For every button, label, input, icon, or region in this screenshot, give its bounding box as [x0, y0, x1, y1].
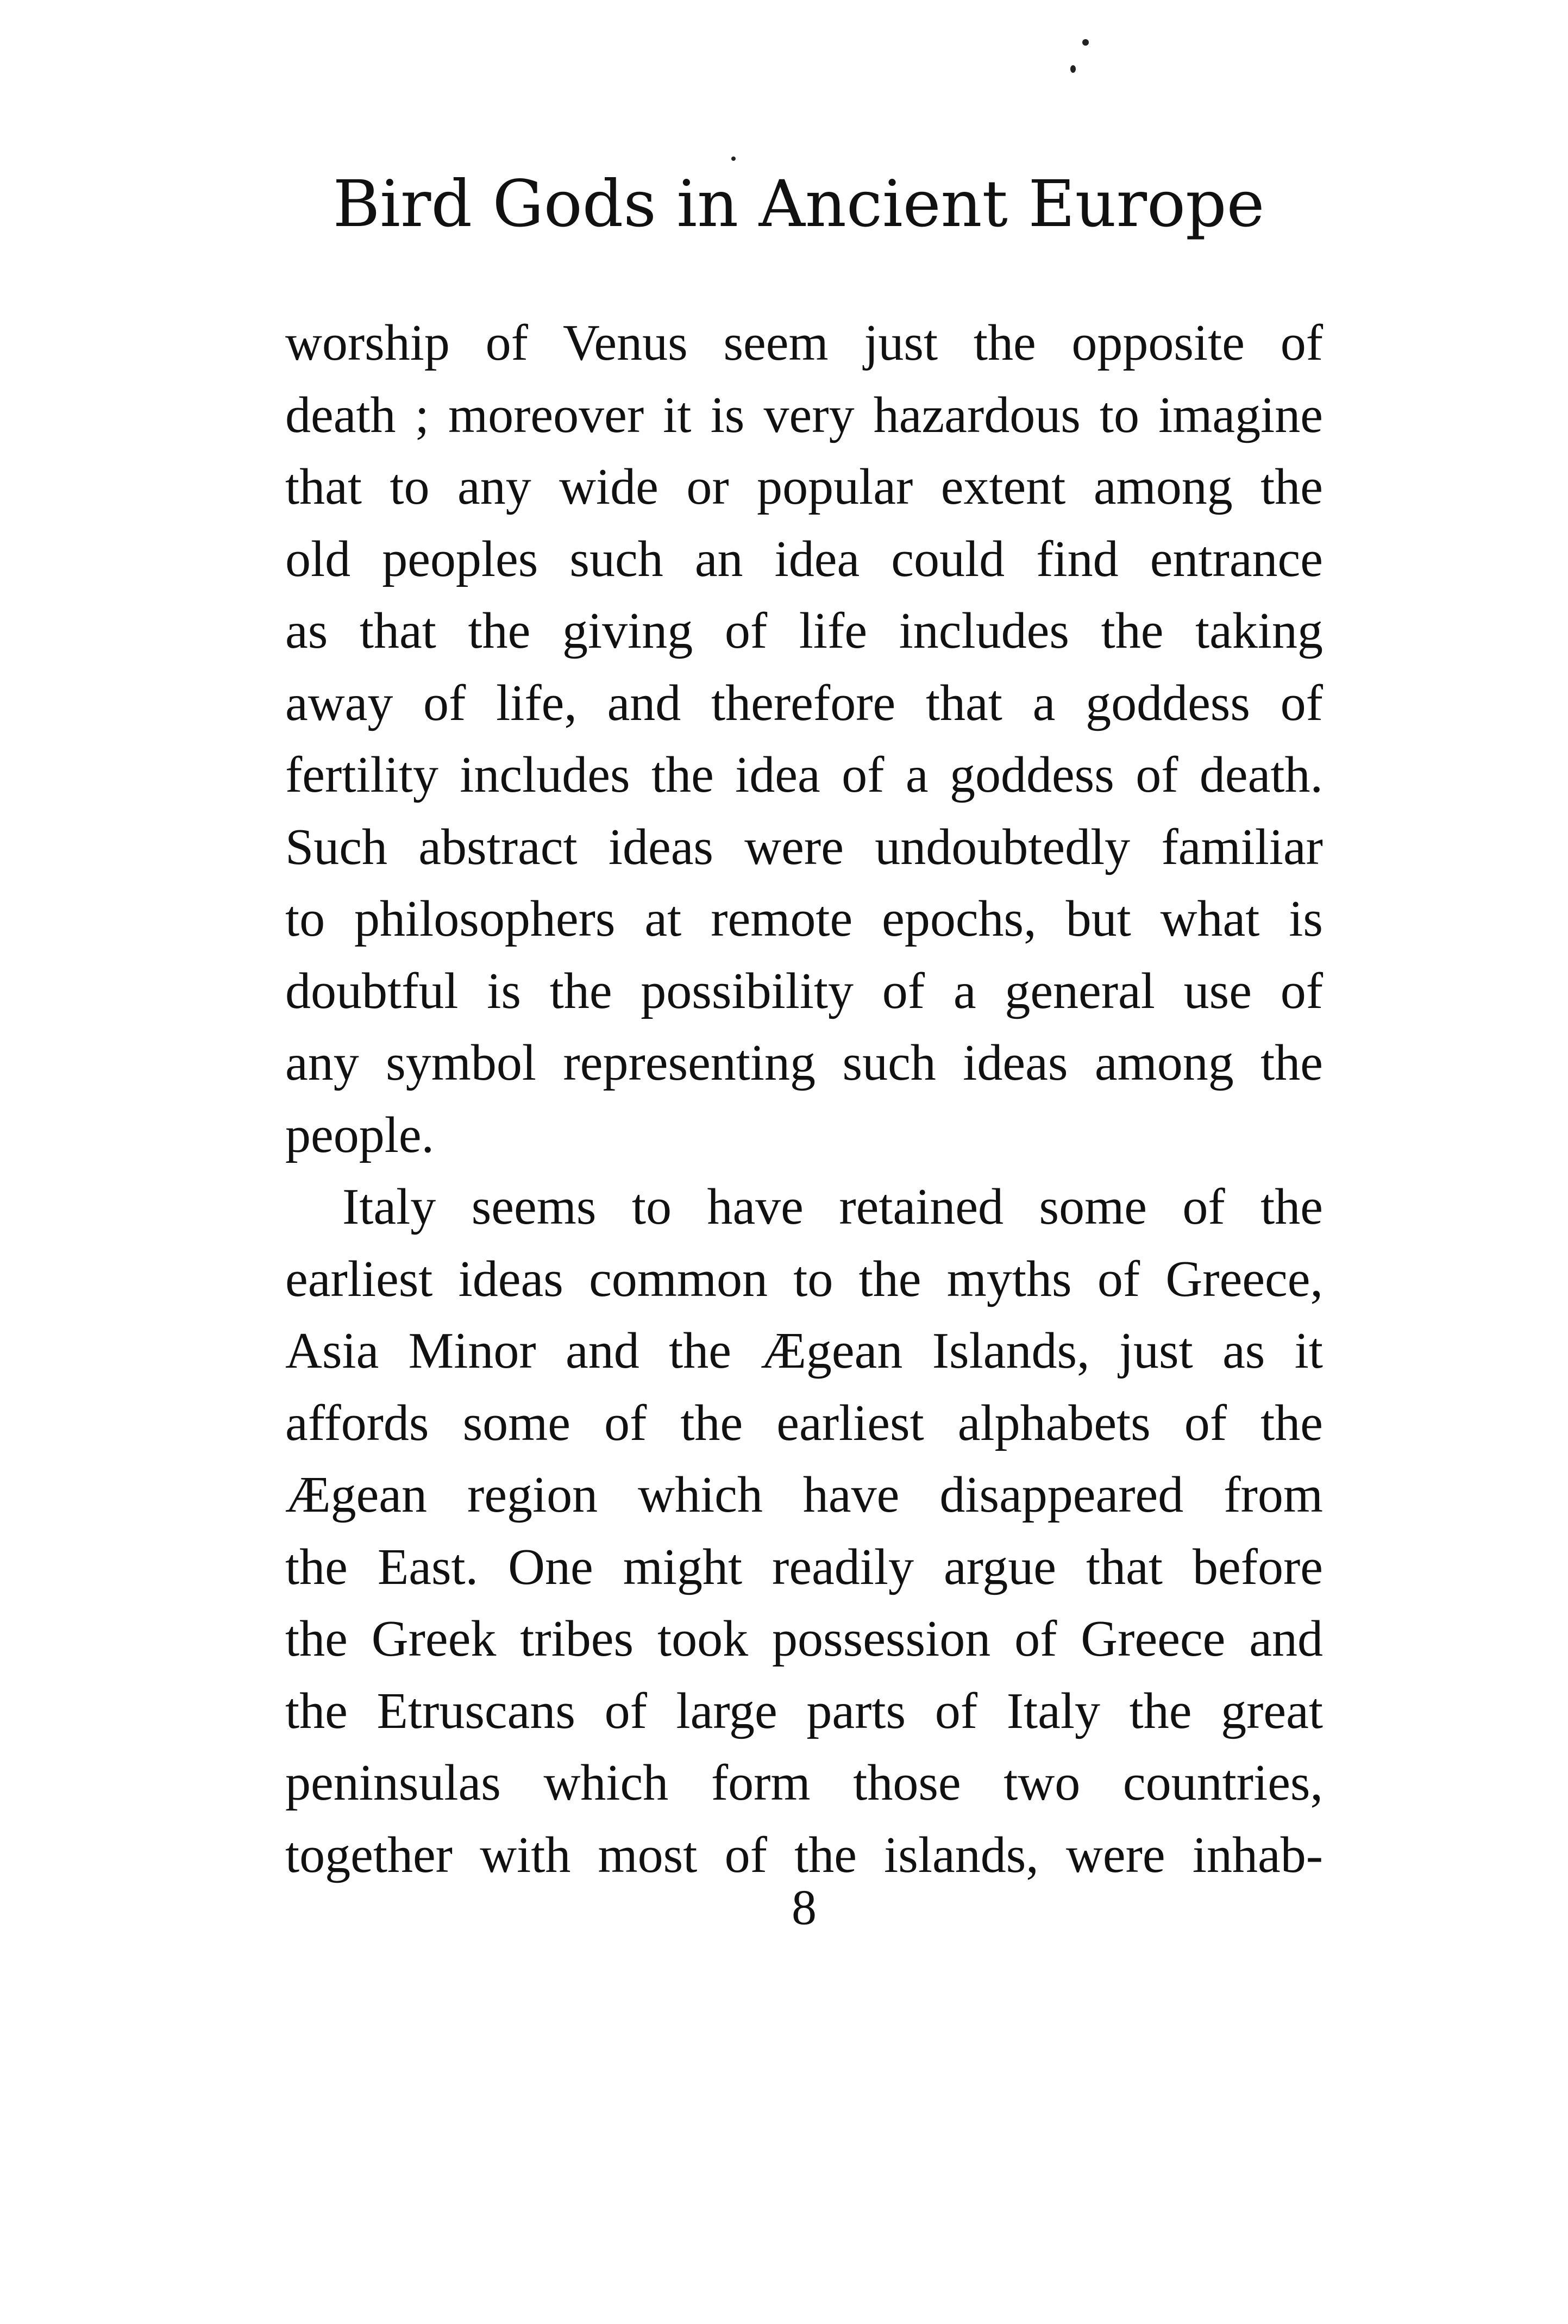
text-line: affords some of the earliest alphabets of the [285, 1394, 1323, 1451]
page-number: 8 [792, 1880, 817, 1935]
text-line: as that the giving of life includes the taking [285, 603, 1323, 659]
print-speck [731, 156, 736, 161]
text-line: any symbol representing such ideas among the [285, 1035, 1323, 1091]
text-line: death ; moreover it is very hazardous to imagine [285, 386, 1323, 443]
text-line: earliest ideas common to the myths of Greece, [285, 1250, 1323, 1307]
running-head: Bird Gods in Ancient Europe [333, 166, 1265, 241]
text-line: to philosophers at remote epochs, but what is [285, 891, 1323, 947]
text-line: the Greek tribes took possession of Greece and [285, 1611, 1323, 1667]
text-line: the Etruscans of large parts of Italy the great [285, 1682, 1323, 1739]
text-line: people. [285, 1106, 435, 1163]
text-line: fertility includes the idea of a goddess of death. [285, 747, 1323, 803]
text-line: away of life, and therefore that a goddess of [285, 674, 1323, 731]
text-line: Italy seems to have retained some of the [342, 1179, 1323, 1235]
print-speck [1082, 39, 1089, 46]
body-text [285, 307, 1323, 1891]
text-line: peninsulas which form those two countries, [285, 1755, 1323, 1811]
text-line: worship of Venus seem just the opposite of [285, 315, 1323, 371]
text-line: the East. One might readily argue that before [285, 1538, 1323, 1595]
text-line: old peoples such an idea could find entrance [285, 530, 1323, 587]
text-line: that to any wide or popular extent among the [285, 459, 1323, 515]
text-line: doubtful is the possibility of a general use of [285, 962, 1323, 1019]
print-speck [1070, 65, 1076, 73]
text-line: Asia Minor and the Ægean Islands, just as it [285, 1323, 1323, 1379]
text-line: Such abstract ideas were undoubtedly familiar [285, 818, 1323, 875]
text-line: Ægean region which have disappeared from [285, 1467, 1323, 1523]
text-line: together with most of the islands, were inhab- [285, 1826, 1323, 1883]
